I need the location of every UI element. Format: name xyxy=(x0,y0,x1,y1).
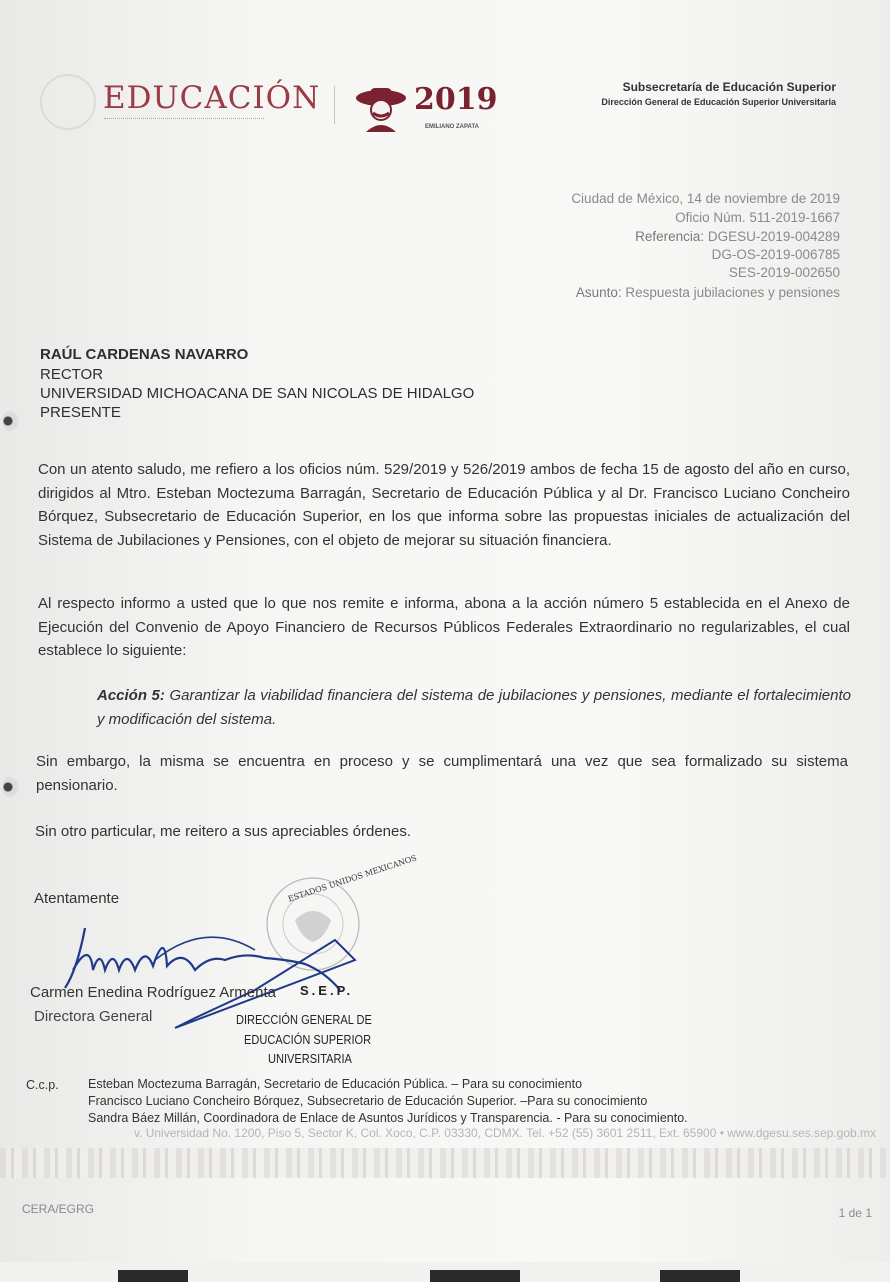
paragraph-4: Sin otro particular, me reitero a sus apreciables órdenes. xyxy=(35,823,412,840)
recipient-presente: PRESENTE xyxy=(40,404,121,421)
accion-text: Garantizar la viabilidad financiera del sistema de jubilaciones y pensiones, mediante el fortalecimiento y modificación del sistema. xyxy=(97,687,852,728)
paragraph-3: Sin embargo, la misma se encuentra en proceso y se cumplimentará una vez que sea formalizado su sistema pensionario. xyxy=(36,753,848,794)
bleed-through-mark xyxy=(660,1270,740,1282)
signer-role: Directora General xyxy=(34,1008,153,1025)
asunto-line xyxy=(440,285,840,300)
logo-subtext xyxy=(104,118,264,122)
referencia-3: SES-2019-002650 xyxy=(728,265,840,280)
recipient-institution: UNIVERSIDAD MICHOACANA DE SAN NICOLAS DE HIDALGO xyxy=(40,385,475,402)
recipient-title: RECTOR xyxy=(40,366,104,383)
bleed-through-mark xyxy=(430,1270,520,1282)
zapata-portrait-icon xyxy=(354,82,408,134)
bleed-through-mark xyxy=(118,1270,188,1282)
referencia-label: Referencia: xyxy=(635,229,705,244)
national-seal-icon xyxy=(40,74,96,130)
ccp-label: C.c.p. xyxy=(26,1078,59,1092)
page-number: 1 de 1 xyxy=(838,1206,872,1220)
stamp-top-text: ESTADOS UNIDOS MEXICANOS xyxy=(286,853,418,904)
ccp-line-3: Sandra Báez Millán, Coordinadora de Enlace de Asuntos Jurídicos y Transparencia. - Para su conocimiento. xyxy=(88,1111,688,1125)
place-date: Ciudad de México, 14 de noviembre de 2019 xyxy=(571,191,840,206)
asunto-label: Asunto: xyxy=(575,285,622,300)
stamp-line-2: EDUCACIÓN SUPERIOR xyxy=(244,1032,372,1047)
paragraph-2: Al respecto informo a usted que lo que nos remite e informa, abona a la acción número 5 establecida en el Anexo de Ejecución del Convenio de Apoyo Financiero de Recursos Públicos Federales Extraordinario no regularizables, el cual establece lo siguiente: xyxy=(38,595,850,659)
punch-hole-mark xyxy=(2,410,22,432)
year-2019: 2019 xyxy=(414,82,498,117)
closing-atentamente: Atentamente xyxy=(34,890,120,907)
stamp-line-3: UNIVERSITARIA xyxy=(268,1051,352,1066)
oficio-number: Oficio Núm. 511-2019-1667 xyxy=(675,210,840,225)
footer-code: CERA/EGRG xyxy=(22,1202,95,1216)
ccp-line-2: Francisco Luciano Concheiro Bórquez, Subsecretario de Educación Superior. –Para su conocimiento xyxy=(88,1094,648,1108)
header-divider xyxy=(334,86,335,124)
referencia-2: DG-OS-2019-006785 xyxy=(711,247,840,262)
accion-label: Acción 5: xyxy=(97,687,165,704)
year-subtitle: EMILIANO ZAPATA xyxy=(425,124,479,130)
footer-address: v. Universidad No. 1200, Piso 5, Sector K, Col. Xoco, C.P. 03330, CDMX. Tel. +52 (55) 3601 2511, Ext. 65900 • www.dgesu.ses.sep.gob.mx xyxy=(133,1126,876,1140)
signer-name: Carmen Enedina Rodríguez Armenta xyxy=(30,984,276,1001)
punch-hole-mark-2 xyxy=(2,776,22,798)
asunto-text: Respuesta jubilaciones y pensiones xyxy=(625,285,840,300)
footer-pattern-band xyxy=(0,1148,890,1178)
referencia-1: DGESU-2019-004289 xyxy=(707,229,840,244)
referencia-line xyxy=(440,229,840,244)
stamp-line-1: DIRECCIÓN GENERAL DE xyxy=(236,1012,372,1027)
paragraph-1: Con un atento saludo, me refiero a los oficios núm. 529/2019 y 526/2019 ambos de fecha 15 de agosto del año en curso, dirigidos al Mtro. Esteban Moctezuma Barragán, Secretario de Educación Pública y al Dr. Francisco Luciano Concheiro Bórquez, Subsecretario de Educación Superior, en los que informa sobre las propuestas iniciales de actualización del Sistema de Jubilaciones y Pensiones, con el objeto de mejorar su situación financiera. xyxy=(38,461,850,549)
ccp-line-1: Esteban Moctezuma Barragán, Secretario de Educación Pública. – Para su conocimiento xyxy=(88,1077,583,1091)
accion-5-block xyxy=(97,684,851,731)
direccion-title: Dirección General de Educación Superior Universitaria xyxy=(601,97,836,107)
stamp-sep: S.E.P. xyxy=(300,983,354,998)
logo-educacion: EDUCACIÓN xyxy=(103,80,321,116)
subsecretaria-title: Subsecretaría de Educación Superior xyxy=(622,80,836,94)
recipient-name: RAÚL CARDENAS NAVARRO xyxy=(40,346,249,363)
